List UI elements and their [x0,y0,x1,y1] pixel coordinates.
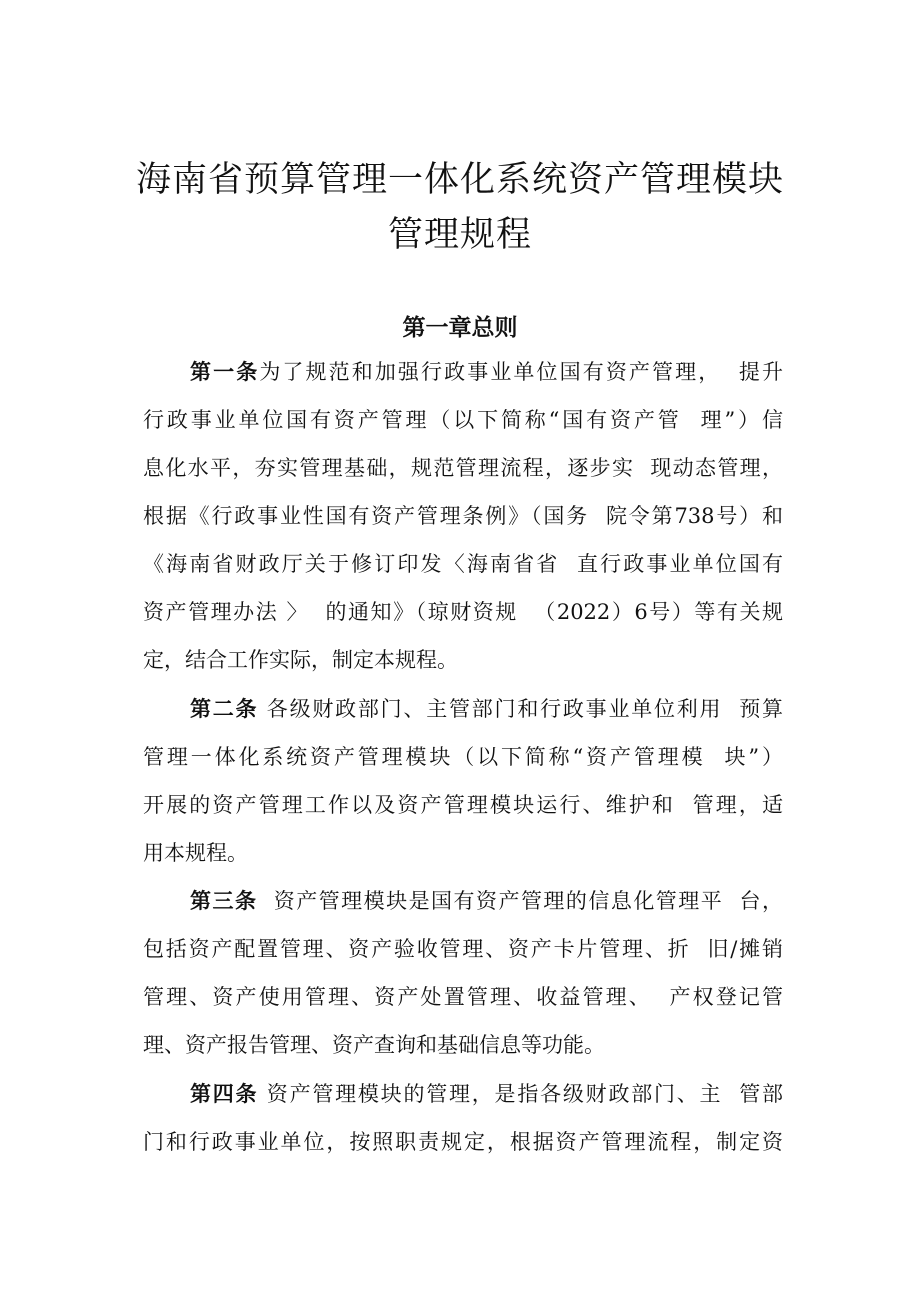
article-2-text: 各级财政部门、主管部门和行政事业单位利用 预算 [258,697,784,721]
article-1-line-7: 定，结合工作实际，制定本规程。 [143,648,458,672]
article-1-label: 第一条 [190,360,260,384]
article-1-line-4: 根据《行政事业性国有资产管理条例》（国务 院令第738号）和 [143,504,783,528]
article-3-line-1 [190,886,783,916]
article-1-line-5: 《海南省财政厅关于修订印发〈海南省省 直行政事业单位国有 [143,552,783,576]
article-3-label: 第三条 [190,889,258,913]
article-3-line-2: 包括资产配置管理、资产验收管理、资产卡片管理、折 旧/摊销 [143,937,783,961]
chapter-heading: 第一章总则 [402,315,518,341]
article-2-line-2: 管理一体化系统资产管理模块（以下简称“资产管理模 块”） [143,745,783,769]
article-2-line-1 [190,694,783,724]
article-1-line-3: 息化水平，夯实管理基础，规范管理流程，逐步实 现动态管理， [143,456,783,480]
document-title-line-1: 海南省预算管理一体化系统资产管理模块 [135,160,784,200]
article-1-line-2: 行政事业单位国有资产管理（以下简称“国有资产管 理”）信 [143,408,783,432]
article-4-line-2: 门和行政事业单位，按照职责规定，根据资产管理流程，制定资 [143,1130,783,1154]
article-4-line-1 [190,1079,783,1109]
article-1-line-6: 资产管理办法 〉 的通知》（琼财资规 （2022）6号）等有关规 [143,600,783,624]
article-3-line-3: 管理、资产使用管理、资产处置管理、收益管理、 产权登记管 [143,985,783,1009]
article-1-line-1 [190,357,783,387]
article-2-line-3: 开展的资产管理工作以及资产管理模块运行、维护和 管理，适 [143,793,783,817]
article-3-text: 资产管理模块是国有资产管理的信息化管理平 台， [257,889,784,913]
article-4-label: 第四条 [190,1082,259,1106]
document-title-line-2: 管理规程 [387,215,532,255]
article-3-line-4: 理、资产报告管理、资产查询和基础信息等功能。 [143,1033,605,1057]
article-2-label: 第二条 [190,697,259,721]
article-4-text: 资产管理模块的管理，是指各级财政部门、主 管部 [258,1082,784,1106]
article-2-line-4: 用本规程。 [143,841,248,865]
article-1-text: 为了规范和加强行政事业单位国有资产管理， 提升 [259,360,783,384]
